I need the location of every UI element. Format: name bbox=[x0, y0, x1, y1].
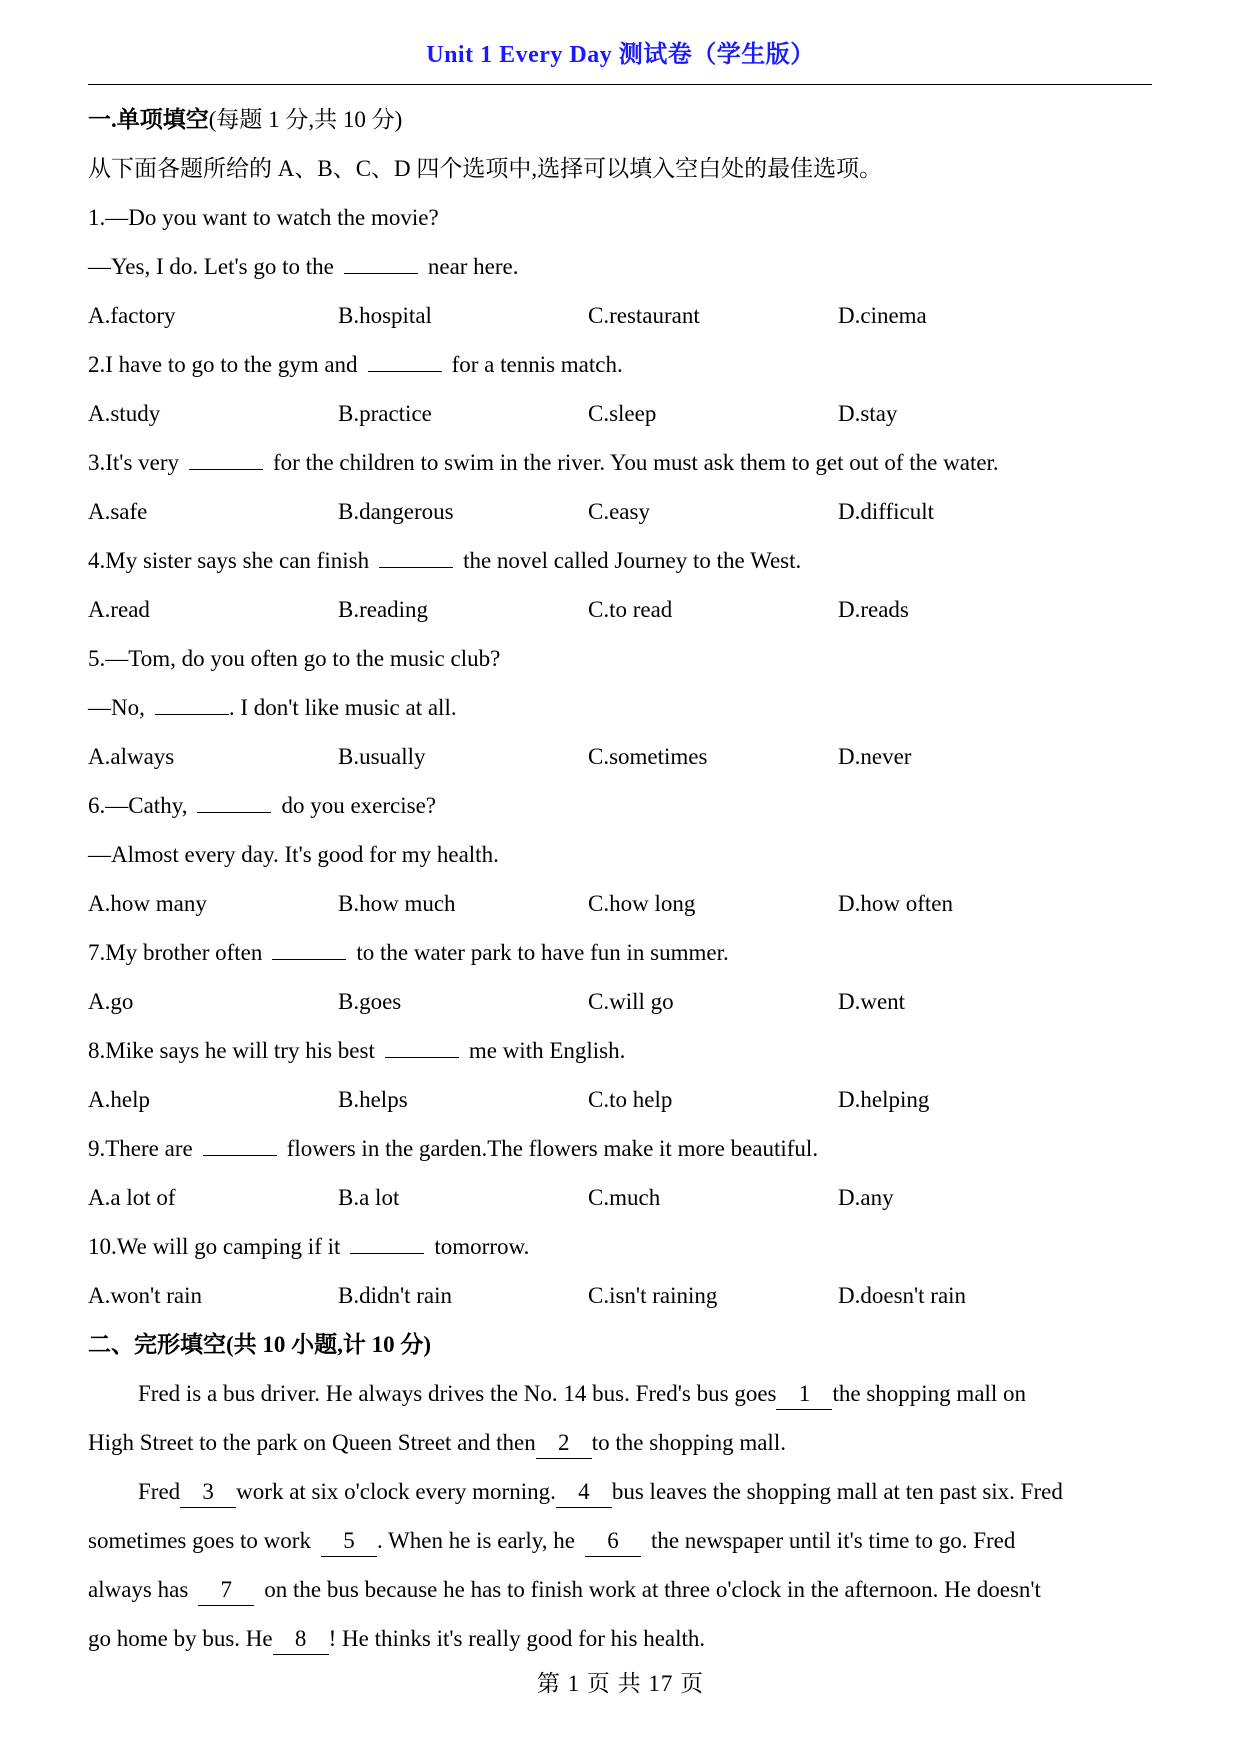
page-content bbox=[88, 95, 1152, 1663]
option-c: C.sometimes bbox=[588, 744, 708, 769]
question-8-text-post: me with English. bbox=[468, 1038, 626, 1063]
passage-line bbox=[88, 1418, 1152, 1467]
option-b: B.helps bbox=[338, 1087, 408, 1112]
option-a: A.a lot of bbox=[88, 1185, 176, 1210]
passage-text: sometimes goes to work bbox=[88, 1528, 311, 1553]
passage-text: High Street to the park on Queen Street and then bbox=[88, 1430, 536, 1455]
section-1-heading bbox=[88, 95, 1152, 144]
passage-text: bus leaves the shopping mall at ten past six. Fred bbox=[611, 1479, 1063, 1504]
question-7 bbox=[88, 928, 1152, 977]
option-c: C.easy bbox=[588, 499, 650, 524]
option-c: C.much bbox=[588, 1185, 661, 1210]
question-8-options bbox=[88, 1075, 1152, 1124]
question-5-text-pre: —No, bbox=[88, 695, 145, 720]
page-number: 第 1 页 共 17 页 bbox=[536, 1671, 705, 1696]
question-6-line-2: —Almost every day. It's good for my health. bbox=[88, 842, 499, 867]
question-9-options bbox=[88, 1173, 1152, 1222]
question-5-text-post: . I don't like music at all. bbox=[228, 695, 457, 720]
question-1-line-1: 1.—Do you want to watch the movie? bbox=[88, 205, 439, 230]
question-9-text-post: flowers in the garden.The flowers make it more beautiful. bbox=[286, 1136, 819, 1161]
question-3-text-post: for the children to swim in the river. You must ask them to get out of the water. bbox=[273, 450, 999, 475]
option-d: D.difficult bbox=[838, 499, 935, 524]
answer-blank bbox=[379, 547, 453, 568]
option-a: A.always bbox=[88, 744, 175, 769]
question-4 bbox=[88, 536, 1152, 585]
question-10-text-post: tomorrow. bbox=[434, 1234, 530, 1259]
question-3-text-pre: 3.It's very bbox=[88, 450, 180, 475]
option-d: D.went bbox=[838, 989, 906, 1014]
cloze-blank-8: 8 bbox=[273, 1624, 329, 1655]
answer-blank bbox=[189, 449, 263, 470]
option-a: A.read bbox=[88, 597, 150, 622]
passage-text: on the bus because he has to finish work at three o'clock in the afternoon. He doesn't bbox=[264, 1577, 1041, 1602]
question-8-text-pre: 8.Mike says he will try his best bbox=[88, 1038, 375, 1063]
question-7-text-pre: 7.My brother often bbox=[88, 940, 263, 965]
question-4-options bbox=[88, 585, 1152, 634]
option-a: A.study bbox=[88, 401, 161, 426]
cloze-blank-4: 4 bbox=[556, 1477, 612, 1508]
document-title: Unit 1 Every Day 测试卷（学生版） bbox=[426, 42, 815, 68]
option-c: C.sleep bbox=[588, 401, 657, 426]
answer-blank bbox=[344, 253, 418, 274]
question-2 bbox=[88, 340, 1152, 389]
option-b: B.a lot bbox=[338, 1185, 400, 1210]
option-d: D.reads bbox=[838, 597, 909, 622]
passage-line bbox=[88, 1614, 1152, 1663]
option-c: C.how long bbox=[588, 891, 696, 916]
passage-text: go home by bus. He bbox=[88, 1626, 273, 1651]
answer-blank bbox=[197, 792, 271, 813]
option-b: B.practice bbox=[338, 401, 432, 426]
header-divider bbox=[88, 84, 1152, 85]
answer-blank bbox=[203, 1135, 277, 1156]
question-1-text-post: near here. bbox=[427, 254, 519, 279]
question-9 bbox=[88, 1124, 1152, 1173]
passage-text: the newspaper until it's time to go. Fred bbox=[650, 1528, 1016, 1553]
cloze-blank-2: 2 bbox=[536, 1428, 592, 1459]
question-3 bbox=[88, 438, 1152, 487]
option-d: D.helping bbox=[838, 1087, 930, 1112]
answer-blank bbox=[368, 351, 442, 372]
passage-text: to the shopping mall. bbox=[591, 1430, 786, 1455]
question-5-line-1: 5.—Tom, do you often go to the music club? bbox=[88, 646, 501, 671]
passage-line bbox=[88, 1516, 1152, 1565]
passage-line bbox=[88, 1467, 1152, 1516]
question-10-options bbox=[88, 1271, 1152, 1320]
option-b: B.reading bbox=[338, 597, 429, 622]
question-5-line-2 bbox=[88, 683, 1152, 732]
passage-text: Fred is a bus driver. He always drives the No. 14 bus. Fred's bus goes bbox=[138, 1381, 777, 1406]
option-d: D.cinema bbox=[838, 303, 927, 328]
option-b: B.hospital bbox=[338, 303, 432, 328]
section-1-instruction: 从下面各题所给的 A、B、C、D 四个选项中,选择可以填入空白处的最佳选项。 bbox=[88, 156, 883, 181]
option-d: D.stay bbox=[838, 401, 898, 426]
passage-text: . When he is early, he bbox=[376, 1528, 575, 1553]
cloze-blank-5: 5 bbox=[321, 1526, 377, 1557]
passage-text: the shopping mall on bbox=[832, 1381, 1027, 1406]
option-a: A.go bbox=[88, 989, 134, 1014]
option-a: A.factory bbox=[88, 303, 176, 328]
option-c: C.restaurant bbox=[588, 303, 700, 328]
option-b: B.didn't rain bbox=[338, 1283, 453, 1308]
question-6-options bbox=[88, 879, 1152, 928]
section-1-heading-scoring: (每题 1 分,共 10 分) bbox=[208, 107, 403, 132]
question-1-line-2 bbox=[88, 242, 1152, 291]
question-1-options bbox=[88, 291, 1152, 340]
section-2-heading: 二、完形填空(共 10 小题,计 10 分) bbox=[88, 1332, 432, 1357]
option-a: A.how many bbox=[88, 891, 207, 916]
answer-blank bbox=[155, 694, 229, 715]
passage-text: ! He thinks it's really good for his health. bbox=[328, 1626, 706, 1651]
question-7-text-post: to the water park to have fun in summer. bbox=[356, 940, 729, 965]
question-4-text-post: the novel called Journey to the West. bbox=[463, 548, 802, 573]
cloze-blank-7: 7 bbox=[198, 1575, 254, 1606]
question-10-text-pre: 10.We will go camping if it bbox=[88, 1234, 341, 1259]
cloze-blank-3: 3 bbox=[180, 1477, 236, 1508]
question-10 bbox=[88, 1222, 1152, 1271]
passage-line bbox=[88, 1565, 1152, 1614]
passage-text: Fred bbox=[138, 1479, 181, 1504]
option-a: A.won't rain bbox=[88, 1283, 203, 1308]
option-b: B.how much bbox=[338, 891, 456, 916]
option-d: D.never bbox=[838, 744, 912, 769]
cloze-blank-6: 6 bbox=[585, 1526, 641, 1557]
answer-blank bbox=[350, 1233, 424, 1254]
passage-line bbox=[88, 1369, 1152, 1418]
answer-blank bbox=[272, 939, 346, 960]
question-5-options bbox=[88, 732, 1152, 781]
question-2-text-post: for a tennis match. bbox=[451, 352, 623, 377]
option-b: B.goes bbox=[338, 989, 402, 1014]
question-7-options bbox=[88, 977, 1152, 1026]
question-6-text-post: do you exercise? bbox=[281, 793, 436, 818]
question-6-line-1 bbox=[88, 781, 1152, 830]
option-c: C.to read bbox=[588, 597, 673, 622]
option-a: A.safe bbox=[88, 499, 148, 524]
option-b: B.usually bbox=[338, 744, 426, 769]
question-6-text-pre: 6.—Cathy, bbox=[88, 793, 188, 818]
option-a: A.help bbox=[88, 1087, 150, 1112]
passage-text: always has bbox=[88, 1577, 189, 1602]
passage-text: work at six o'clock every morning. bbox=[236, 1479, 556, 1504]
answer-blank bbox=[385, 1037, 459, 1058]
option-b: B.dangerous bbox=[338, 499, 454, 524]
option-d: D.any bbox=[838, 1185, 894, 1210]
question-9-text-pre: 9.There are bbox=[88, 1136, 193, 1161]
question-1-text-pre: —Yes, I do. Let's go to the bbox=[88, 254, 334, 279]
option-d: D.doesn't rain bbox=[838, 1283, 967, 1308]
question-2-options bbox=[88, 389, 1152, 438]
question-8 bbox=[88, 1026, 1152, 1075]
option-c: C.will go bbox=[588, 989, 674, 1014]
question-3-options bbox=[88, 487, 1152, 536]
option-d: D.how often bbox=[838, 891, 953, 916]
option-c: C.to help bbox=[588, 1087, 673, 1112]
question-2-text-pre: 2.I have to go to the gym and bbox=[88, 352, 358, 377]
question-4-text-pre: 4.My sister says she can finish bbox=[88, 548, 370, 573]
option-c: C.isn't raining bbox=[588, 1283, 718, 1308]
section-1-heading-bold: 一.单项填空 bbox=[88, 107, 209, 132]
cloze-blank-1: 1 bbox=[776, 1379, 832, 1410]
